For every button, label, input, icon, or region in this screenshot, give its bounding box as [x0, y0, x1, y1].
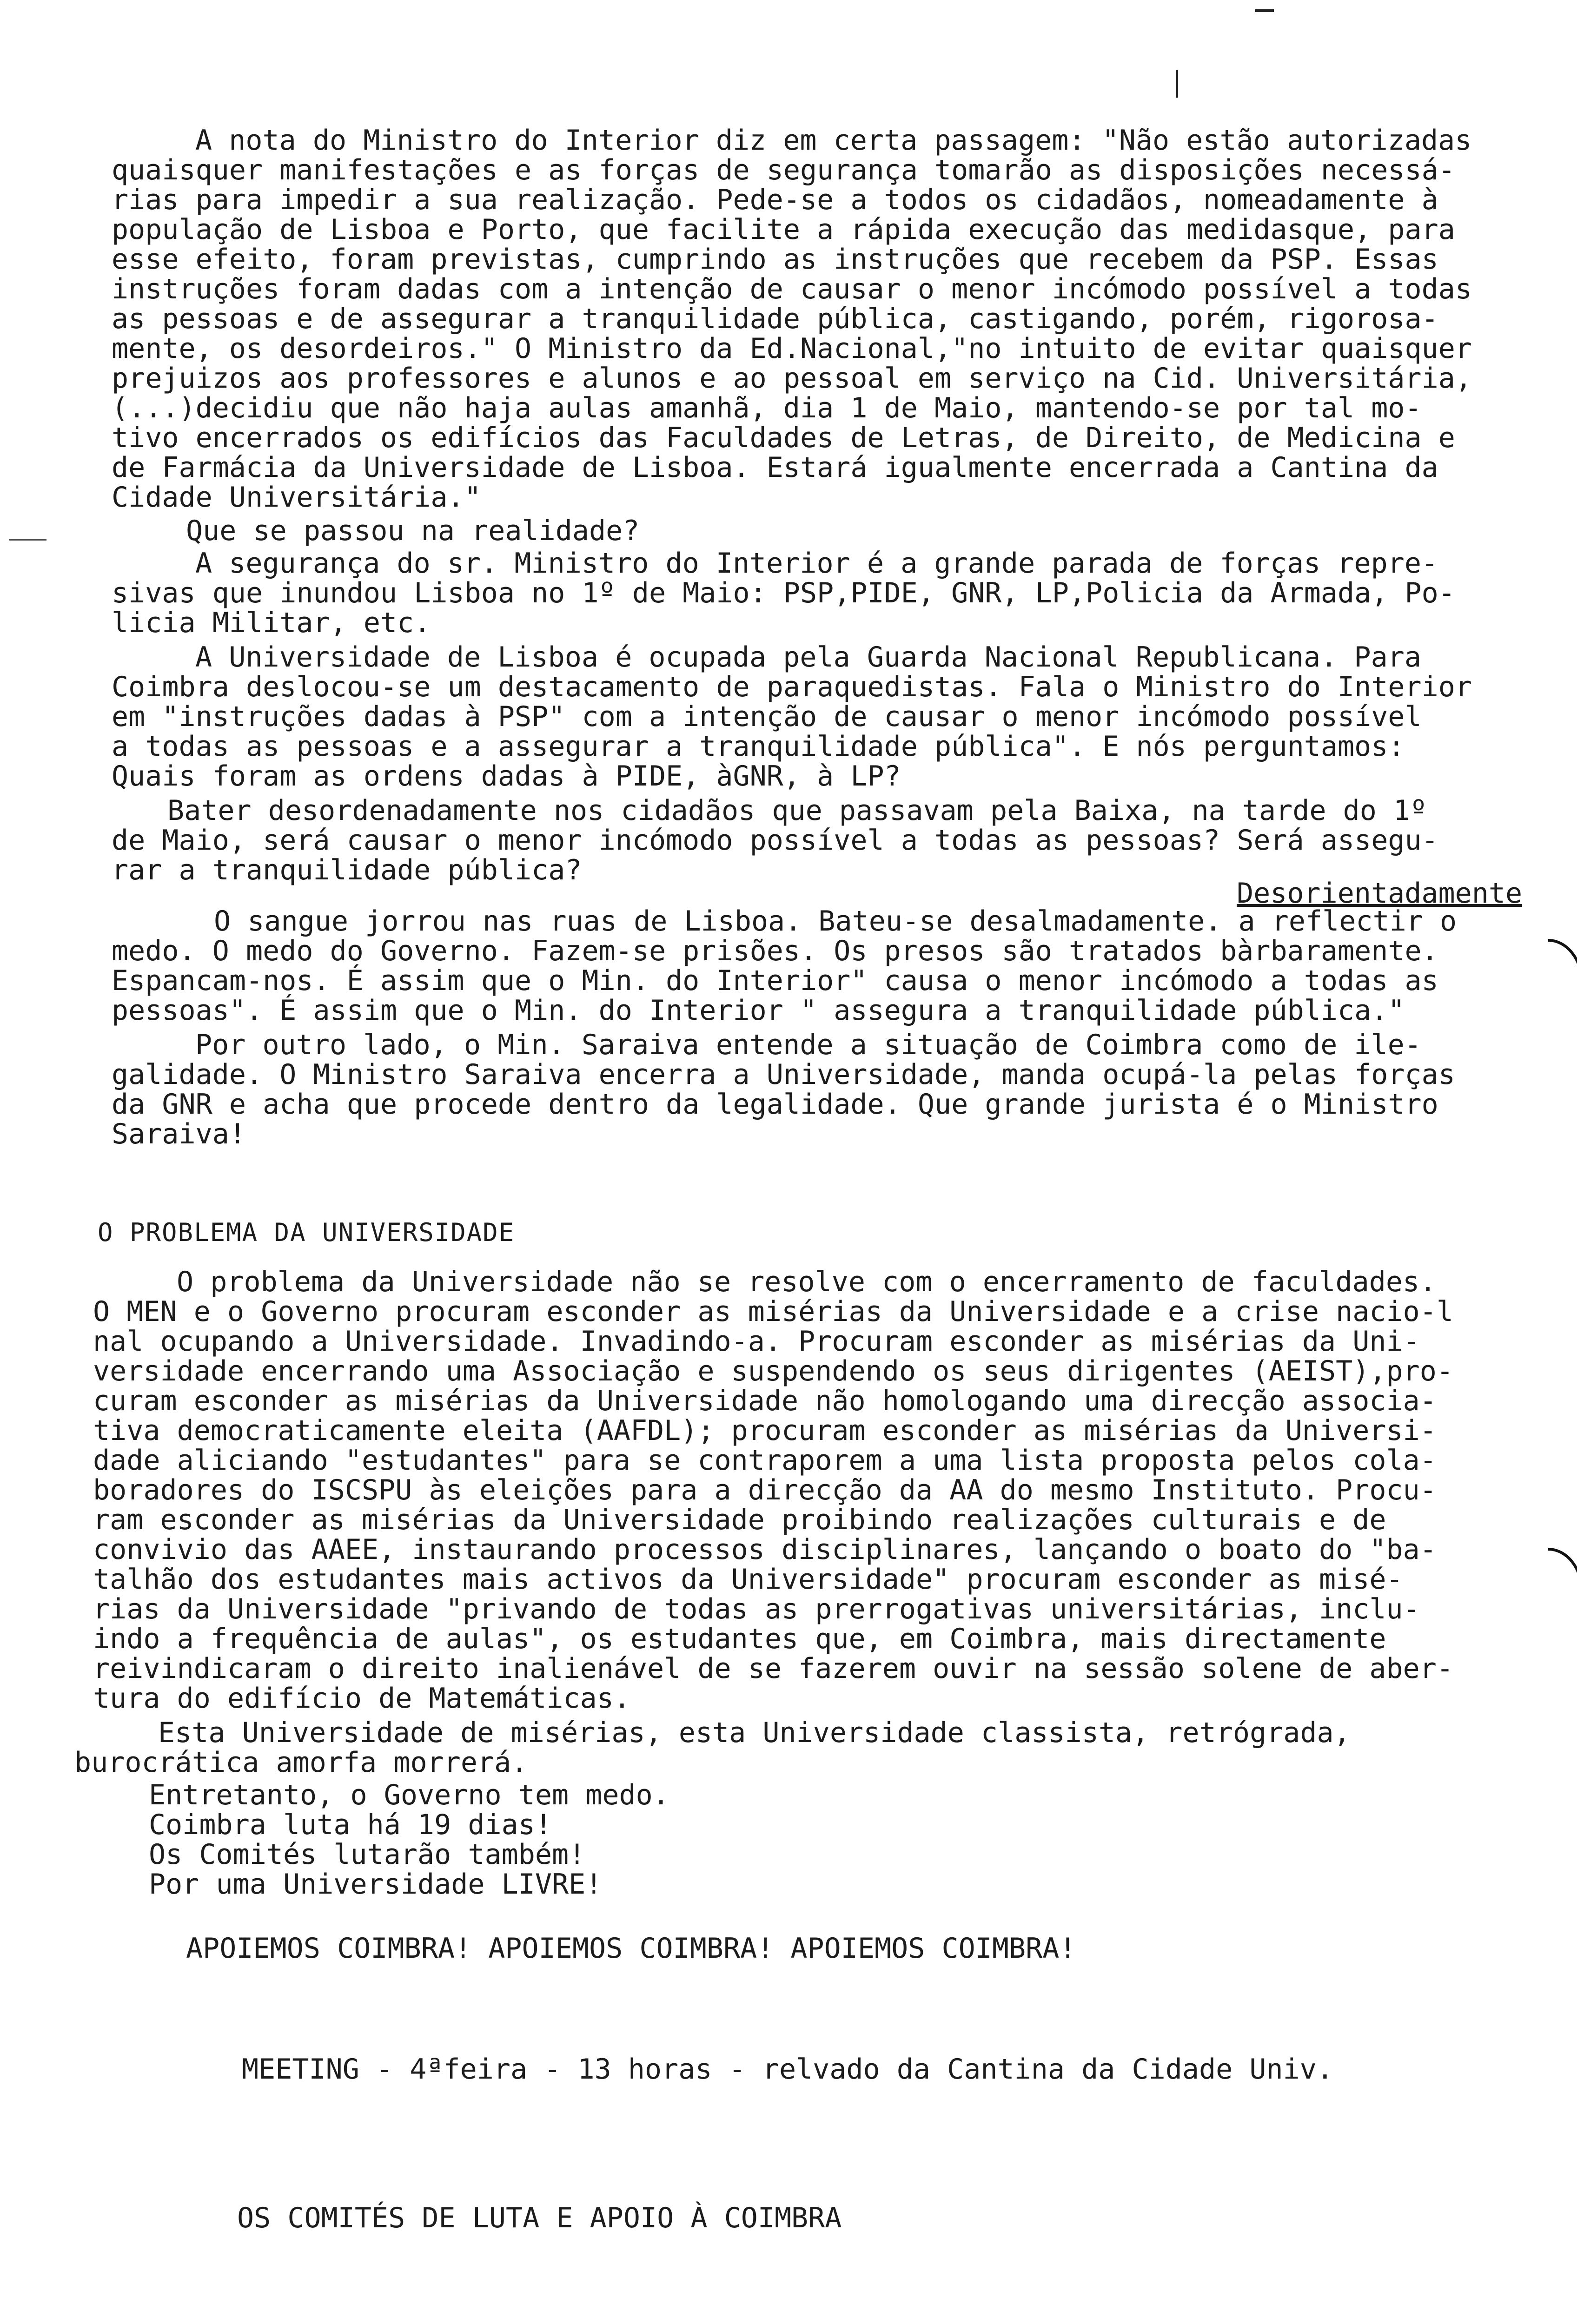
text-line: (...)decidiu que não haja aulas amanhã, dia 1 de Maio, mantendo-se por tal mo- — [112, 392, 1422, 424]
text-line: O MEN e o Governo procuram esconder as misérias da Universidade e a crise nacio-l — [93, 1295, 1453, 1328]
text-line: A segurança do sr. Ministro do Interior é a grande parada de forças repre- — [195, 547, 1438, 580]
text-line: medo. O medo do Governo. Fazem-se prisões. Os presos são tratados bàrbaramente. — [112, 935, 1438, 967]
text-line: sivas que inundou Lisboa no 1º de Maio: PSP,PIDE, GNR, LP,Policia da Armada, Po- — [112, 577, 1455, 609]
text-line: Esta Universidade de misérias, esta Universidade classista, retrógrada, — [158, 1717, 1351, 1749]
text-line: Por outro lado, o Min. Saraiva entende a situação de Coimbra como de ile- — [195, 1029, 1421, 1061]
slogan-line: Os Comités lutarão também! — [149, 1838, 586, 1871]
text-line: Espancam-nos. É assim que o Min. do Interior" causa o menor incómodo a todas as — [112, 964, 1438, 997]
slogan-line: Entretanto, o Governo tem medo. — [149, 1779, 669, 1811]
text-line: versidade encerrando uma Associação e suspendendo os seus dirigentes (AEIST),pro- — [93, 1355, 1453, 1387]
text-line: esse efeito, foram previstas, cumprindo as instruções que recebem da PSP. Essas — [112, 243, 1438, 276]
text-line: prejuizos aos professores e alunos e ao pessoal em serviço na Cid. Universitária, — [112, 362, 1472, 395]
text-line: Cidade Universitária." — [112, 481, 481, 514]
margin-note: Desorientadamente — [1237, 877, 1523, 910]
text-line: de Maio, será causar o menor incómodo possível a todas as pessoas? Será assegu- — [112, 824, 1438, 857]
text-line: curam esconder as misérias da Universidade não homologando uma direcção associa- — [93, 1385, 1437, 1417]
rally-cry: APOIEMOS COIMBRA! APOIEMOS COIMBRA! APOIEMOS COIMBRA! — [186, 1932, 1076, 1965]
text-line: tura do edifício de Matemáticas. — [93, 1682, 630, 1715]
text-line: dade aliciando "estudantes" para se contraporem a uma lista proposta pelos cola- — [93, 1444, 1437, 1477]
text-line: as pessoas e de assegurar a tranquilidade pública, castigando, porém, rigorosa- — [112, 303, 1438, 335]
scan-artifact — [9, 539, 46, 541]
text-line: tivo encerrados os edifícios das Faculdades de Letras, de Direito, de Medicina e — [112, 422, 1455, 454]
text-line: em "instruções dadas à PSP" com a intenção de causar o menor incómodo possível — [112, 700, 1422, 733]
text-line: rias para impedir a sua realização. Pede-se a todos os cidadãos, nomeadamente à — [112, 184, 1438, 216]
margin-bracket-mark — [1548, 939, 1577, 984]
text-line: talhão dos estudantes mais activos da Universidade" procuram esconder as misé- — [93, 1563, 1403, 1596]
text-line: mente, os desordeiros." O Ministro da Ed.Nacional,"no intuito de evitar quaisquer — [112, 332, 1472, 365]
text-line: A Universidade de Lisboa é ocupada pela Guarda Nacional Republicana. Para — [195, 641, 1421, 673]
text-line: Coimbra deslocou-se um destacamento de paraquedistas. Fala o Ministro do Interior — [112, 671, 1472, 703]
text-line: pessoas". É assim que o Min. do Interior " assegura a tranquilidade pública." — [112, 994, 1405, 1027]
text-line: a todas as pessoas e a assegurar a tranquilidade pública". E nós perguntamos: — [112, 730, 1405, 763]
text-line: O problema da Universidade não se resolve com o encerramento de faculdades. — [177, 1266, 1437, 1298]
text-line: O sangue jorrou nas ruas de Lisboa. Bateu-se desalmadamente. a reflectir o — [214, 905, 1457, 938]
text-line: nal ocupando a Universidade. Invadindo-a. Procuram esconder as misérias da Uni- — [93, 1325, 1420, 1358]
text-line: reivindicaram o direito inalienável de se fazerem ouvir na sessão solene de aber- — [93, 1652, 1453, 1685]
section-title: O PROBLEMA DA UNIVERSIDADE — [98, 1218, 515, 1247]
text-line: convivio das AAEE, instaurando processos disciplinares, lançando o boato do "ba- — [93, 1533, 1437, 1566]
text-line: rar a tranquilidade pública? — [112, 854, 582, 886]
text-line: Bater desordenadamente nos cidadãos que passavam pela Baixa, na tarde do 1º — [167, 794, 1427, 827]
text-line: instruções foram dadas com a intenção de causar o menor incómodo possível a todas — [112, 273, 1472, 305]
text-line: Saraiva! — [112, 1118, 246, 1150]
scan-artifact — [1255, 9, 1274, 12]
margin-bracket-mark — [1548, 1548, 1577, 1592]
text-line: galidade. O Ministro Saraiva encerra a Universidade, manda ocupá-la pelas forças — [112, 1058, 1455, 1091]
text-line: ram esconder as misérias da Universidade proibindo realizações culturais e de — [93, 1504, 1386, 1536]
text-line: indo a frequência de aulas", os estudantes que, em Coimbra, mais directamente — [93, 1623, 1386, 1655]
meeting-notice: MEETING - 4ªfeira - 13 horas - relvado da Cantina da Cidade Univ. — [242, 2053, 1333, 2086]
text-line: boradores do ISCSPU às eleições para a direcção da AA do mesmo Instituto. Procu- — [93, 1474, 1437, 1506]
signature: OS COMITÉS DE LUTA E APOIO À COIMBRA — [237, 2202, 842, 2234]
text-line: da GNR e acha que procede dentro da legalidade. Que grande jurista é o Ministro — [112, 1088, 1438, 1121]
text-line: burocrática amorfa morrerá. — [74, 1746, 528, 1779]
text-line: tiva democraticamente eleita (AAFDL); procuram esconder as misérias da Universi- — [93, 1414, 1437, 1447]
text-line: de Farmácia da Universidade de Lisboa. Estará igualmente encerrada a Cantina da — [112, 451, 1438, 484]
text-line: Quais foram as ordens dadas à PIDE, àGNR, à LP? — [112, 760, 901, 792]
text-line: licia Militar, etc. — [112, 607, 431, 639]
text-line: população de Lisboa e Porto, que facilite a rápida execução das medidasque, para — [112, 213, 1455, 246]
text-line: A nota do Ministro do Interior diz em certa passagem: "Não estão autorizadas — [195, 124, 1472, 157]
text-line: quaisquer manifestações e as forças de segurança tomarão as disposições necessá- — [112, 154, 1455, 186]
text-line: rias da Universidade "privando de todas as prerrogativas universitárias, inclu- — [93, 1593, 1420, 1625]
question-line: Que se passou na realidade? — [186, 515, 640, 547]
slogan-line: Por uma Universidade LIVRE! — [149, 1868, 603, 1901]
scan-artifact — [1176, 70, 1178, 98]
slogan-line: Coimbra luta há 19 dias! — [149, 1809, 552, 1841]
